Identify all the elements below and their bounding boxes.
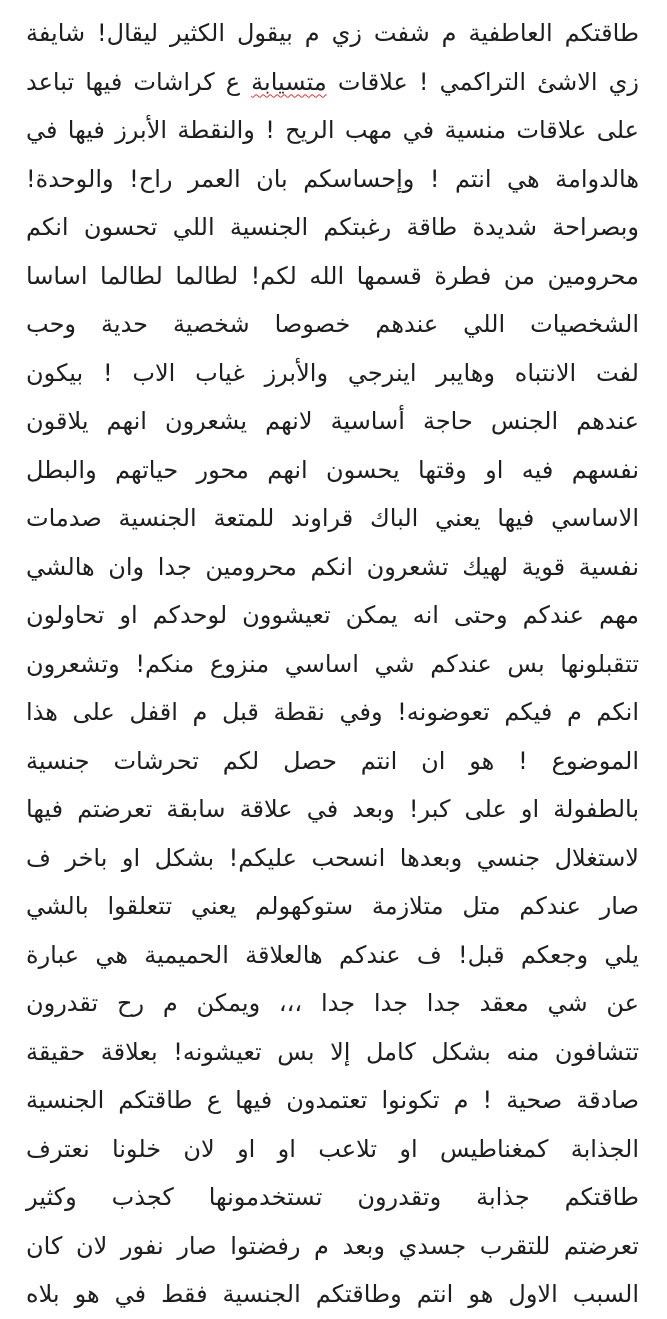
text-line: على علاقات منسية في مهب الريح ! والنقطة الأبرز فيها في — [26, 116, 639, 144]
text-line: زي الاشئ التراكمي ! علاقات متسيابة ع كراشات فيها تباعد — [26, 67, 639, 96]
text-line: مهم عندكم وحتى انه يمكن تعيشوون لوحدكم او تحاولون — [26, 601, 639, 629]
text-line: الاساسي فيها يعني الباك قراوند للمتعة الجنسية صدمات — [26, 504, 639, 532]
text-line: طاقتكم العاطفية م شفت زي م بيقول الكثير ليقال! شايفة — [26, 19, 639, 47]
text-line: صادقة صحية ! م تكونوا تعتمدون فيها ع طاقتكم الجنسية — [26, 1086, 639, 1114]
text-line: تتقبلونها بس عندكم شي اساسي منزوع منكم! وتشعرون — [26, 649, 639, 678]
text-line: لاستغلال جنسي وبعدها انسحب عليكم! بشكل او باخر ف — [26, 843, 639, 872]
text-line: بالطفولة او على كبر! وبعد في علاقة سابقة تعرضتم فيها — [26, 795, 639, 823]
text-line: نفسهم فيه او وقتها يحسون انهم محور حياتهم والبطل — [26, 455, 639, 484]
text-line: تتشافون منه بشكل كامل إلا بس تعيشونه! بعلاقة حقيقة — [26, 1037, 639, 1066]
text-line: وبصراحة شديدة طاقة رغبتكم الجنسية اللي تحسون انكم — [26, 213, 639, 241]
article-body — [0, 9, 667, 1306]
text-line-cut-off: السبب الاول هو انتم وطاقتكم الجنسية فقط في هو بلاه — [26, 1280, 639, 1308]
text-line: طاقتكم جذابة وتقدرون تستخدمونها كجذب وكثير — [26, 1183, 639, 1211]
text-line: هالدوامة هي انتم ! وإحساسكم بان العمر راح! والوحدة! — [26, 164, 639, 193]
text-line: محرومين من فطرة قسمها الله لكم! لطالما لطالما اساسا — [26, 261, 639, 290]
text-line: الموضوع ! هو ان انتم حصل لكم تحرشات جنسية — [26, 746, 639, 775]
text-line: نفسية قوية لهيك تشعرون انكم محرومين جدا وان هالشي — [26, 552, 639, 581]
text-line: لفت الانتباه وهايبر اينرجي والأبرز غياب الاب ! بيكون — [26, 358, 639, 387]
text-line: صار عندكم متل متلازمة ستوكهولم يعني تتعلقوا بالشي — [26, 892, 639, 920]
text-line: يلي وجعكم قبل! ف عندكم هالعلاقة الحميمية هي عبارة — [26, 940, 639, 969]
text-line: عندهم الجنس حاجة أساسية لانهم يشعرون انهم يلاقون — [26, 407, 639, 435]
text-line: انكم م فيكم تعوضونه! وفي نقطة قبل م اقفل على هذا — [26, 698, 639, 726]
text-line: الشخصيات اللي عندهم خصوصا شخصية حدية وحب — [26, 310, 639, 338]
text-line: عن شي معقد جدا جدا جدا ،،، ويمكن م رح تقدرون — [26, 989, 639, 1017]
misspelled-word: متسيابة — [251, 67, 327, 96]
text-line: تعرضتم للتقرب جسدي وبعد م رفضتوا صار نفور لان كان — [26, 1231, 639, 1260]
text-line: الجذابة كمغناطيس او تلاعب او او لان خلونا نعترف — [26, 1134, 639, 1163]
